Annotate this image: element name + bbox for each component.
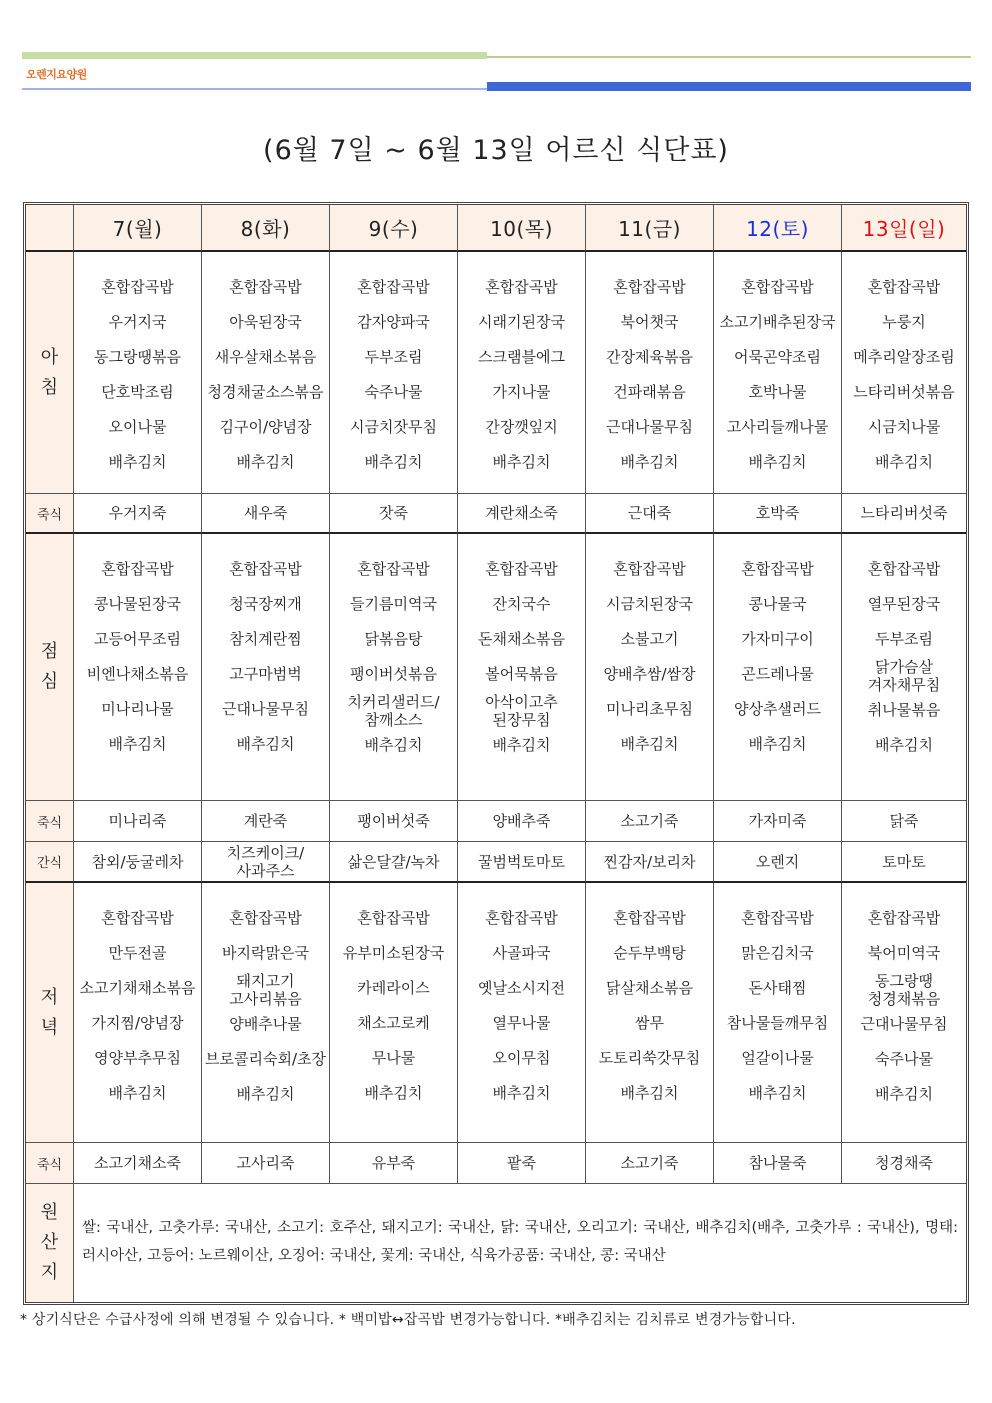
menu-item: 닭볶음탕 bbox=[364, 630, 423, 648]
menu-item: 청국장찌개 bbox=[229, 595, 302, 613]
menu-item: 돈채채소볶음 bbox=[478, 630, 565, 648]
menu-item: 열무된장국 bbox=[867, 595, 941, 613]
breakfast-cell-day-2 bbox=[202, 252, 330, 494]
menu-item: 닭가슴살 겨자채무침 bbox=[867, 658, 941, 694]
menu-item: 혼합잡곡밥 bbox=[867, 560, 941, 578]
menu-item: 시금치나물 bbox=[867, 418, 941, 436]
dinner-porridge-cell-day-7 bbox=[842, 1143, 966, 1184]
menu-item: 혼합잡곡밥 bbox=[741, 909, 814, 927]
day-header-3 bbox=[330, 205, 458, 252]
menu-item: 가자미구이 bbox=[741, 630, 814, 648]
dinner-porridge-cell-day-5 bbox=[586, 1143, 714, 1184]
header-blue-line bbox=[22, 88, 487, 90]
menu-item: 혼합잡곡밥 bbox=[485, 278, 558, 296]
menu-item: 배추김치 bbox=[236, 735, 295, 753]
menu-item: 혼합잡곡밥 bbox=[229, 278, 302, 296]
page-title: (6월 7일 ~ 6월 13일 어르신 식단표) bbox=[263, 135, 729, 166]
menu-item: 배추김치 bbox=[620, 1084, 679, 1102]
menu-item: 닭죽 bbox=[889, 812, 919, 830]
dinner-cell-day-1 bbox=[74, 883, 202, 1143]
row-label-breakfast bbox=[26, 252, 74, 494]
lunch-porridge-cell-day-2 bbox=[202, 801, 330, 842]
dinner-porridge-cell-day-4 bbox=[458, 1143, 586, 1184]
menu-item: 유부미소된장국 bbox=[342, 944, 445, 962]
menu-item: 만두전골 bbox=[108, 944, 167, 962]
day-header-4 bbox=[458, 205, 586, 252]
footer-note: * 상기식단은 수급사정에 의해 변경될 수 있습니다. * 백미밥↔잡곡밥 변경가능합니다. *배추김치는 김치류로 변경가능합니다. bbox=[20, 1312, 796, 1328]
menu-item: 배추김치 bbox=[492, 1084, 551, 1102]
breakfast-porridge-cell-day-7 bbox=[842, 494, 966, 534]
dinner-porridge-cell-day-2 bbox=[202, 1143, 330, 1184]
menu-item: 감자양파국 bbox=[357, 313, 430, 331]
menu-item: 배추김치 bbox=[364, 453, 423, 471]
row-label-dinner-porridge-text: 죽식 bbox=[36, 1157, 63, 1173]
menu-item: 혼합잡곡밥 bbox=[101, 278, 174, 296]
menu-item: 사골파국 bbox=[492, 944, 551, 962]
day-label: 12(토) bbox=[746, 217, 809, 241]
lunch-cell-day-7 bbox=[842, 534, 966, 801]
snack-cell-day-6 bbox=[714, 842, 842, 883]
lunch-cell-day-2 bbox=[202, 534, 330, 801]
menu-item: 가자미죽 bbox=[748, 812, 807, 830]
row-label-breakfast-porridge bbox=[26, 494, 74, 534]
lunch-cell-day-6 bbox=[714, 534, 842, 801]
menu-item: 혼합잡곡밥 bbox=[741, 278, 814, 296]
menu-item: 김구이/양념장 bbox=[219, 418, 312, 436]
row-label-snack-text: 간식 bbox=[36, 856, 63, 871]
dinner-porridge-cell-day-1 bbox=[74, 1143, 202, 1184]
day-label: 8(화) bbox=[240, 217, 291, 241]
row-label-lunch-porridge-text: 죽식 bbox=[36, 815, 63, 831]
menu-item: 잣죽 bbox=[379, 504, 408, 522]
day-label: 11(금) bbox=[618, 217, 681, 241]
menu-item: 닭살채소볶음 bbox=[606, 979, 693, 997]
menu-item: 우거지국 bbox=[108, 313, 167, 331]
menu-item: 근대나물무침 bbox=[860, 1015, 948, 1033]
breakfast-porridge-cell-day-6 bbox=[714, 494, 842, 534]
menu-item: 북어챗국 bbox=[620, 313, 679, 331]
menu-item: 시래기된장국 bbox=[478, 313, 565, 331]
dinner-cell-day-2 bbox=[202, 883, 330, 1143]
menu-item: 혼합잡곡밥 bbox=[101, 909, 174, 927]
menu-item: 소고기채소죽 bbox=[94, 1154, 181, 1172]
menu-item: 양배추죽 bbox=[492, 812, 551, 830]
dinner-cell-day-3 bbox=[330, 883, 458, 1143]
menu-item: 시금치된장국 bbox=[606, 595, 693, 613]
menu-item: 소고기채채소볶음 bbox=[79, 979, 196, 997]
menu-item: 우거지죽 bbox=[108, 504, 167, 522]
menu-item: 건파래볶음 bbox=[613, 383, 686, 401]
menu-item: 배추김치 bbox=[108, 453, 167, 471]
menu-item: 오이나물 bbox=[108, 418, 167, 436]
row-label-snack bbox=[26, 842, 74, 883]
menu-item: 배추김치 bbox=[364, 736, 423, 754]
day-header-6 bbox=[714, 205, 842, 252]
menu-item: 비엔나채소볶음 bbox=[86, 665, 189, 683]
dinner-cell-day-4 bbox=[458, 883, 586, 1143]
menu-item: 스크램블에그 bbox=[478, 348, 565, 366]
menu-item: 가지찜/양념장 bbox=[91, 1014, 184, 1032]
menu-item: 바지락맑은국 bbox=[222, 944, 309, 962]
menu-item: 혼합잡곡밥 bbox=[357, 278, 430, 296]
menu-item: 유부죽 bbox=[371, 1154, 416, 1172]
menu-item: 도토리쑥갓무침 bbox=[598, 1049, 701, 1067]
row-label-origin bbox=[26, 1184, 74, 1302]
menu-item: 청경채죽 bbox=[875, 1154, 933, 1172]
menu-item: 새우살채소볶음 bbox=[214, 348, 317, 366]
menu-item: 가지나물 bbox=[492, 383, 551, 401]
header-green-bar bbox=[22, 52, 487, 59]
snack-cell-day-5 bbox=[586, 842, 714, 883]
row-label-breakfast-porridge-text: 죽식 bbox=[36, 507, 63, 523]
menu-item: 혼합잡곡밥 bbox=[613, 278, 686, 296]
menu-item: 팽이버섯죽 bbox=[357, 812, 430, 830]
menu-item: 채소고로케 bbox=[357, 1014, 430, 1032]
dinner-cell-day-6 bbox=[714, 883, 842, 1143]
menu-item: 혼합잡곡밥 bbox=[867, 909, 941, 927]
menu-item: 순두부백탕 bbox=[613, 944, 686, 962]
menu-item: 혼합잡곡밥 bbox=[485, 560, 558, 578]
organization-name: 오렌지요양원 bbox=[26, 68, 87, 81]
menu-item: 고사리들깨나물 bbox=[726, 418, 829, 436]
menu-item: 팥죽 bbox=[507, 1154, 536, 1172]
menu-item: 어묵곤약조림 bbox=[734, 348, 821, 366]
menu-item: 양배추나물 bbox=[229, 1015, 302, 1033]
menu-item: 토마토 bbox=[882, 852, 926, 871]
menu-item: 열무나물 bbox=[492, 1014, 551, 1032]
menu-item: 혼합잡곡밥 bbox=[357, 909, 430, 927]
menu-item: 배추김치 bbox=[236, 1085, 295, 1103]
menu-item: 꿀범벅토마토 bbox=[478, 852, 565, 871]
menu-item: 혼합잡곡밥 bbox=[229, 909, 302, 927]
snack-cell-day-1 bbox=[74, 842, 202, 883]
menu-item: 들기름미역국 bbox=[350, 595, 437, 613]
breakfast-cell-day-3 bbox=[330, 252, 458, 494]
dinner-porridge-cell-day-6 bbox=[714, 1143, 842, 1184]
menu-item: 참나물들깨무침 bbox=[726, 1014, 829, 1032]
day-label: 9(수) bbox=[368, 217, 419, 241]
menu-item: 시금치잣무침 bbox=[350, 418, 437, 436]
menu-item: 배추김치 bbox=[748, 1084, 807, 1102]
menu-item: 곤드레나물 bbox=[741, 665, 814, 683]
menu-item: 혼합잡곡밥 bbox=[485, 909, 558, 927]
snack-cell-day-3 bbox=[330, 842, 458, 883]
day-header-5 bbox=[586, 205, 714, 252]
menu-item: 고사리죽 bbox=[236, 1154, 295, 1172]
breakfast-cell-day-5 bbox=[586, 252, 714, 494]
menu-item: 잔치국수 bbox=[492, 595, 551, 613]
lunch-porridge-cell-day-7 bbox=[842, 801, 966, 842]
menu-item: 배추김치 bbox=[236, 453, 295, 471]
menu-item: 참치계란찜 bbox=[229, 630, 302, 648]
menu-item: 두부조림 bbox=[364, 348, 423, 366]
menu-item: 배추김치 bbox=[492, 736, 551, 754]
menu-item: 소고기죽 bbox=[620, 1154, 679, 1172]
day-header-2 bbox=[202, 205, 330, 252]
menu-item: 양배추쌈/쌈장 bbox=[603, 665, 696, 683]
menu-item: 고등어무조림 bbox=[94, 630, 181, 648]
lunch-porridge-cell-day-6 bbox=[714, 801, 842, 842]
menu-item: 옛날소시지전 bbox=[478, 979, 565, 997]
row-label-dinner-porridge bbox=[26, 1143, 74, 1184]
menu-item: 소불고기 bbox=[620, 630, 679, 648]
menu-item: 근대나물무침 bbox=[222, 700, 309, 718]
menu-item: 근대나물무침 bbox=[606, 418, 693, 436]
header-blue-bar bbox=[487, 82, 971, 91]
menu-item: 무나물 bbox=[371, 1049, 416, 1067]
dinner-cell-day-7 bbox=[842, 883, 966, 1143]
lunch-cell-day-4 bbox=[458, 534, 586, 801]
row-label-dinner bbox=[26, 883, 74, 1143]
menu-item: 호박죽 bbox=[755, 504, 800, 522]
menu-item: 간장깻잎지 bbox=[485, 418, 558, 436]
menu-item: 간장제육볶음 bbox=[606, 348, 693, 366]
snack-cell-day-2 bbox=[202, 842, 330, 883]
breakfast-porridge-cell-day-5 bbox=[586, 494, 714, 534]
day-label: 10(목) bbox=[490, 217, 553, 241]
row-label-dinner-text: 저 녁 bbox=[40, 986, 59, 1038]
menu-item: 배추김치 bbox=[875, 453, 933, 471]
menu-item: 배추김치 bbox=[620, 453, 679, 471]
menu-item: 새우죽 bbox=[243, 504, 288, 522]
menu-item: 혼합잡곡밥 bbox=[867, 278, 941, 296]
menu-item: 배추김치 bbox=[492, 453, 551, 471]
menu-item: 브로콜리숙회/초장 bbox=[205, 1050, 326, 1068]
menu-item: 배추김치 bbox=[748, 735, 807, 753]
menu-item: 삶은달걀/녹차 bbox=[347, 852, 440, 871]
lunch-porridge-cell-day-5 bbox=[586, 801, 714, 842]
menu-item: 동그랑땡 청경채볶음 bbox=[867, 972, 941, 1008]
menu-item: 소고기죽 bbox=[620, 812, 679, 830]
menu-item: 배추김치 bbox=[748, 453, 807, 471]
breakfast-cell-day-6 bbox=[714, 252, 842, 494]
header-green-line bbox=[487, 56, 971, 58]
header-corner bbox=[26, 205, 74, 252]
day-label: 7(월) bbox=[112, 217, 163, 241]
lunch-porridge-cell-day-1 bbox=[74, 801, 202, 842]
menu-item: 배추김치 bbox=[108, 735, 167, 753]
snack-cell-day-7 bbox=[842, 842, 966, 883]
breakfast-porridge-cell-day-4 bbox=[458, 494, 586, 534]
menu-item: 미나리죽 bbox=[108, 812, 167, 830]
menu-item: 맑은김치국 bbox=[741, 944, 814, 962]
menu-item: 배추김치 bbox=[875, 1085, 933, 1103]
menu-item: 양상추샐러드 bbox=[734, 700, 821, 718]
breakfast-cell-day-4 bbox=[458, 252, 586, 494]
breakfast-cell-day-1 bbox=[74, 252, 202, 494]
menu-item: 치즈케이크/ 사과주스 bbox=[226, 843, 305, 880]
menu-item: 오이무침 bbox=[492, 1049, 551, 1067]
menu-item: 볼어묵볶음 bbox=[485, 665, 558, 683]
breakfast-cell-day-7 bbox=[842, 252, 966, 494]
menu-item: 근대죽 bbox=[627, 504, 672, 522]
menu-item: 얼갈이나물 bbox=[741, 1049, 814, 1067]
menu-item: 청경채굴소스볶음 bbox=[207, 383, 324, 401]
menu-item: 배추김치 bbox=[108, 1084, 167, 1102]
menu-item: 카레라이스 bbox=[357, 979, 430, 997]
menu-item: 느타리버섯볶음 bbox=[853, 383, 955, 401]
menu-item: 미나리나물 bbox=[101, 700, 174, 718]
lunch-cell-day-5 bbox=[586, 534, 714, 801]
menu-item: 돼지고기 고사리볶음 bbox=[229, 972, 302, 1008]
menu-item: 혼합잡곡밥 bbox=[229, 560, 302, 578]
menu-item: 배추김치 bbox=[620, 735, 679, 753]
menu-item: 취나물볶음 bbox=[867, 701, 941, 719]
origin-text: 쌀: 국내산, 고춧가루: 국내산, 소고기: 호주산, 돼지고기: 국내산, 닭: 국내산, 오리고기: 국내산, 배추김치(배추, 고춧가루 : 국내산), 명태: 러시아산, 고등어: 노르웨이산, 오징어: 국내산, 꽃게: 국내산, 식육가공품: 국내산, 콩: 국내산 bbox=[82, 1220, 958, 1264]
menu-item: 아삭이고추 된장무침 bbox=[485, 693, 558, 729]
menu-item: 계란채소죽 bbox=[485, 504, 558, 522]
menu-item: 아욱된장국 bbox=[229, 313, 302, 331]
breakfast-porridge-cell-day-3 bbox=[330, 494, 458, 534]
row-label-lunch bbox=[26, 534, 74, 801]
menu-item: 메추리알장조림 bbox=[853, 348, 955, 366]
menu-item: 오렌지 bbox=[755, 852, 800, 871]
menu-item: 혼합잡곡밥 bbox=[357, 560, 430, 578]
dinner-porridge-cell-day-3 bbox=[330, 1143, 458, 1184]
menu-item: 배추김치 bbox=[875, 736, 933, 754]
origin-cell bbox=[74, 1184, 966, 1302]
menu-item: 두부조림 bbox=[875, 630, 933, 648]
row-label-breakfast-text: 아 침 bbox=[40, 346, 59, 398]
day-header-1 bbox=[74, 205, 202, 252]
menu-item: 호박나물 bbox=[748, 383, 807, 401]
snack-cell-day-4 bbox=[458, 842, 586, 883]
menu-item: 고구마범벅 bbox=[229, 665, 302, 683]
row-label-lunch-porridge bbox=[26, 801, 74, 842]
menu-table bbox=[23, 202, 969, 1305]
lunch-cell-day-1 bbox=[74, 534, 202, 801]
day-header-7 bbox=[842, 205, 966, 252]
menu-item: 미나리초무침 bbox=[606, 700, 693, 718]
day-label: 13일(일) bbox=[862, 217, 946, 241]
menu-item: 돈사태찜 bbox=[748, 979, 807, 997]
breakfast-porridge-cell-day-1 bbox=[74, 494, 202, 534]
dinner-cell-day-5 bbox=[586, 883, 714, 1143]
menu-item: 혼합잡곡밥 bbox=[101, 560, 174, 578]
menu-item: 혼합잡곡밥 bbox=[613, 909, 686, 927]
row-label-origin-text: 원 산 지 bbox=[40, 1202, 59, 1283]
breakfast-porridge-cell-day-2 bbox=[202, 494, 330, 534]
menu-item: 영양부추무침 bbox=[94, 1049, 181, 1067]
menu-item: 동그랑땡볶음 bbox=[94, 348, 181, 366]
menu-item: 쌈무 bbox=[635, 1014, 664, 1032]
menu-item: 숙주나물 bbox=[875, 1050, 933, 1068]
menu-item: 참나물죽 bbox=[748, 1154, 807, 1172]
lunch-cell-day-3 bbox=[330, 534, 458, 801]
menu-item: 느타리버섯죽 bbox=[860, 504, 948, 522]
lunch-porridge-cell-day-3 bbox=[330, 801, 458, 842]
menu-item: 찐감자/보리차 bbox=[603, 852, 696, 871]
menu-item: 혼합잡곡밥 bbox=[613, 560, 686, 578]
menu-item: 팽이버섯볶음 bbox=[350, 665, 437, 683]
menu-item: 숙주나물 bbox=[364, 383, 423, 401]
menu-item: 배추김치 bbox=[364, 1084, 423, 1102]
menu-item: 콩나물국 bbox=[748, 595, 807, 613]
row-label-lunch-text: 점 심 bbox=[40, 641, 59, 692]
menu-item: 북어미역국 bbox=[867, 944, 941, 962]
menu-item: 소고기배추된장국 bbox=[719, 313, 836, 331]
lunch-porridge-cell-day-4 bbox=[458, 801, 586, 842]
menu-item: 누룽지 bbox=[882, 313, 926, 331]
menu-item: 참외/둥굴레차 bbox=[91, 852, 184, 871]
menu-item: 계란죽 bbox=[243, 812, 288, 830]
menu-item: 치커리샐러드/ 참깨소스 bbox=[347, 693, 440, 729]
menu-item: 콩나물된장국 bbox=[94, 595, 181, 613]
menu-item: 혼합잡곡밥 bbox=[741, 560, 814, 578]
menu-item: 단호박조림 bbox=[101, 383, 174, 401]
